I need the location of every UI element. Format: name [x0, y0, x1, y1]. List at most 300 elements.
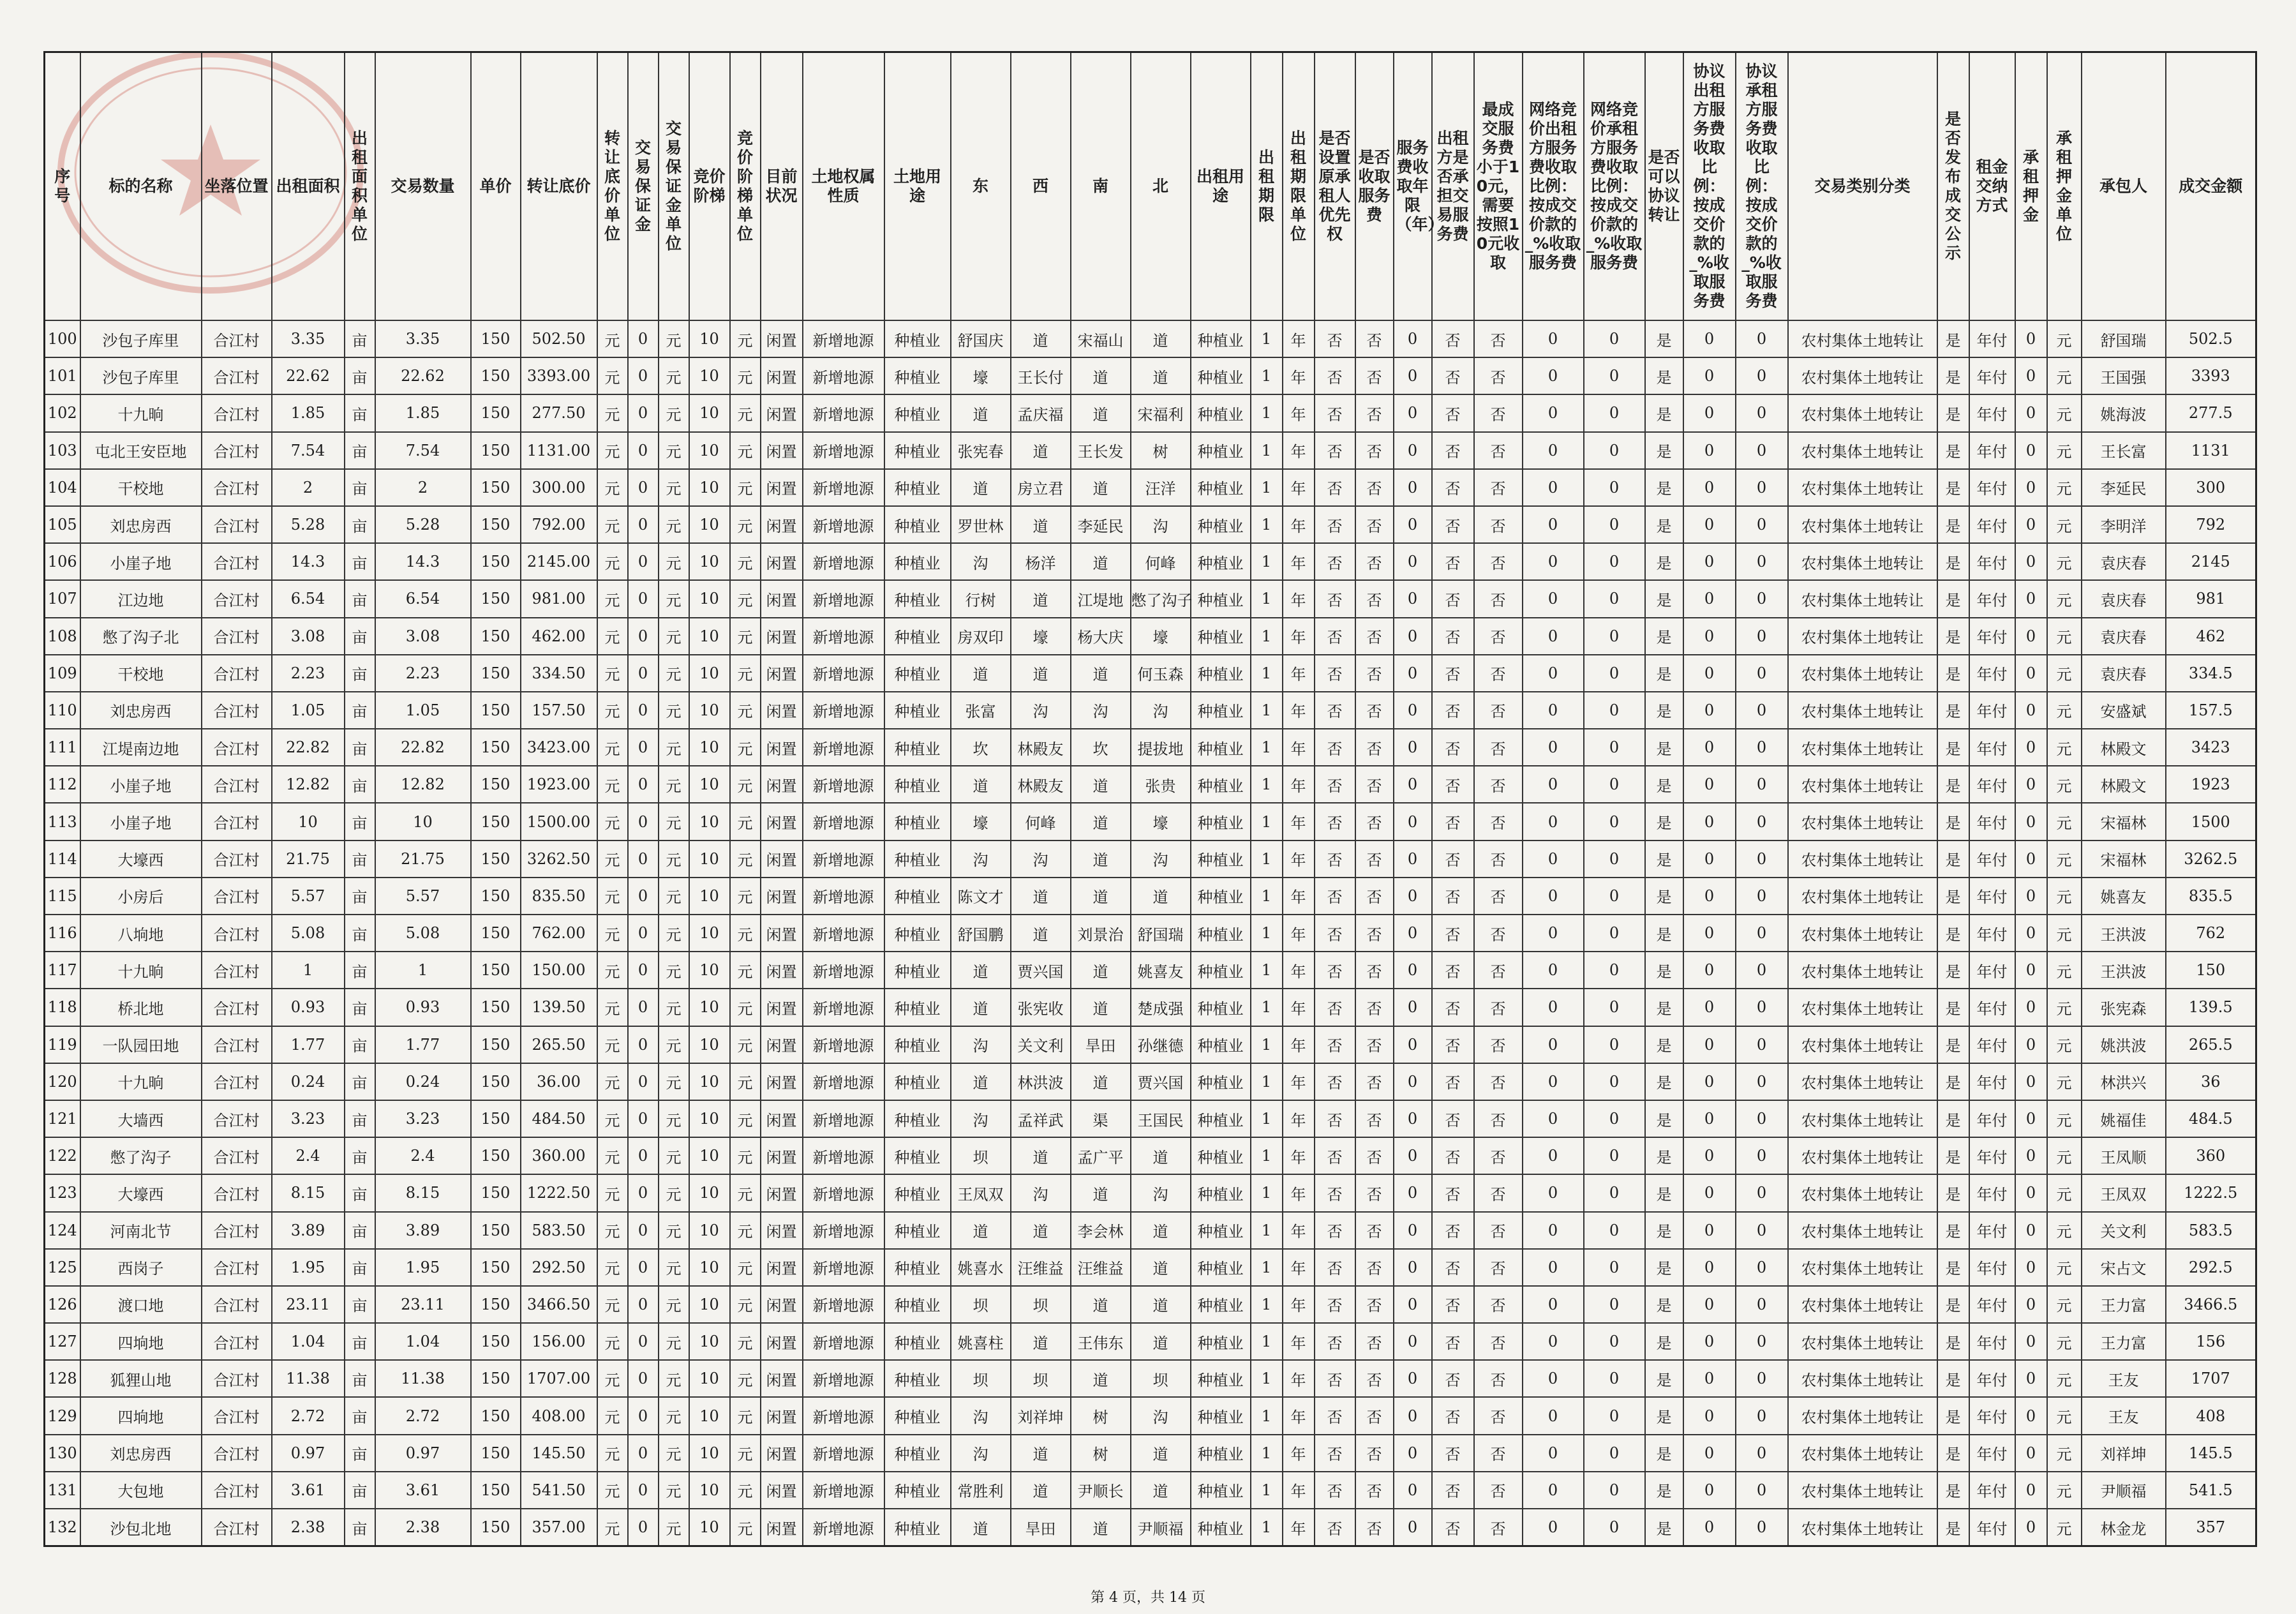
- table-cell: 种植业: [884, 1360, 951, 1397]
- table-cell: 闲置: [761, 394, 803, 431]
- table-cell: 1: [375, 952, 471, 989]
- table-cell: 0: [1683, 1397, 1736, 1434]
- table-cell: 105: [45, 506, 80, 543]
- table-cell: 新增地源: [803, 952, 884, 989]
- table-cell: 闲置: [761, 655, 803, 692]
- column-header: 协议承租方服务费收取比例：按成交价款的_%收取服务费: [1736, 52, 1788, 321]
- table-cell: 是: [1937, 1212, 1969, 1249]
- table-cell: 3.23: [272, 1100, 345, 1137]
- table-cell: 0.93: [272, 989, 345, 1026]
- table-cell: 0: [628, 1026, 659, 1063]
- table-cell: 0: [1394, 766, 1432, 803]
- table-cell: 0: [1736, 803, 1788, 840]
- table-cell: 0: [1584, 506, 1645, 543]
- table-cell: 种植业: [1191, 580, 1251, 617]
- table-cell: 否: [1315, 1063, 1355, 1100]
- table-cell: 新增地源: [803, 1286, 884, 1323]
- table-cell: 壕: [951, 357, 1011, 394]
- table-cell: 0: [628, 543, 659, 580]
- table-cell: 否: [1432, 1063, 1474, 1100]
- table-cell: 闲置: [761, 1323, 803, 1360]
- table-cell: 否: [1355, 1509, 1394, 1546]
- table-cell: 刘景治: [1071, 915, 1131, 952]
- table-cell: 元: [659, 915, 689, 952]
- table-cell: 0: [2015, 803, 2047, 840]
- table-cell: 0: [1584, 803, 1645, 840]
- table-cell: 否: [1432, 1174, 1474, 1211]
- table-cell: 沟: [951, 1100, 1011, 1137]
- table-cell: 元: [659, 1100, 689, 1137]
- table-cell: 农村集体土地转让: [1788, 1360, 1937, 1397]
- table-cell: 0: [1736, 692, 1788, 729]
- table-cell: 元: [2047, 655, 2082, 692]
- table-cell: 元: [730, 952, 761, 989]
- table-cell: 否: [1355, 580, 1394, 617]
- table-cell: 农村集体土地转让: [1788, 729, 1937, 766]
- table-cell: 是: [1937, 320, 1969, 357]
- table-cell: 闲置: [761, 1397, 803, 1434]
- table-cell: 是: [1937, 841, 1969, 878]
- table-cell: 0: [1736, 766, 1788, 803]
- table-cell: 沟: [951, 841, 1011, 878]
- table-cell: 元: [730, 1174, 761, 1211]
- table-cell: 否: [1315, 692, 1355, 729]
- table-cell: 合江村: [202, 729, 272, 766]
- table-cell: 0: [628, 394, 659, 431]
- table-cell: 种植业: [1191, 989, 1251, 1026]
- table-cell: 否: [1474, 766, 1523, 803]
- table-cell: 道: [1011, 1323, 1071, 1360]
- table-cell: 是: [1937, 1026, 1969, 1063]
- table-cell: 亩: [345, 432, 375, 469]
- table-cell: 0: [628, 320, 659, 357]
- table-cell: 否: [1432, 432, 1474, 469]
- table-cell: 亩: [345, 1509, 375, 1546]
- table-cell: 0: [2015, 1323, 2047, 1360]
- table-cell: 否: [1355, 655, 1394, 692]
- table-cell: 沟: [1011, 1174, 1071, 1211]
- table-cell: 2.38: [272, 1509, 345, 1546]
- table-cell: 亩: [345, 543, 375, 580]
- table-cell: 否: [1432, 543, 1474, 580]
- table-cell: 刘忠房西: [80, 506, 202, 543]
- table-cell: 坝: [1131, 1360, 1191, 1397]
- table-cell: 0: [628, 1100, 659, 1137]
- table-cell: 种植业: [1191, 1397, 1251, 1434]
- table-cell: 道: [1071, 878, 1131, 915]
- table-cell: 是: [1645, 803, 1683, 840]
- table-cell: 道: [951, 1212, 1011, 1249]
- table-cell: 1.77: [272, 1026, 345, 1063]
- table-cell: 1: [1251, 766, 1283, 803]
- land-transfer-table: [43, 51, 2257, 1547]
- table-cell: 0: [1523, 1509, 1584, 1546]
- table-cell: 0: [1736, 432, 1788, 469]
- table-cell: 壕: [1131, 618, 1191, 655]
- table-cell: 道: [1011, 1435, 1071, 1472]
- table-cell: 沟: [1131, 692, 1191, 729]
- table-cell: 坝: [1011, 1360, 1071, 1397]
- table-cell: 道: [1071, 841, 1131, 878]
- table-cell: 元: [597, 1286, 628, 1323]
- table-cell: 0: [1394, 543, 1432, 580]
- table-cell: 元: [730, 1397, 761, 1434]
- table-cell: 100: [45, 320, 80, 357]
- table-cell: 合江村: [202, 394, 272, 431]
- table-cell: 0: [1584, 1286, 1645, 1323]
- table-cell: 否: [1432, 1509, 1474, 1546]
- table-cell: 1.85: [375, 394, 471, 431]
- table-cell: 元: [730, 1472, 761, 1509]
- table-cell: 年: [1283, 989, 1315, 1026]
- table-cell: 沟: [951, 543, 1011, 580]
- table-cell: 闲置: [761, 1063, 803, 1100]
- column-header: 标的名称: [80, 52, 202, 321]
- table-cell: 元: [2047, 803, 2082, 840]
- table-cell: 否: [1432, 1026, 1474, 1063]
- table-cell: 0: [1736, 1100, 1788, 1137]
- table-cell: 闲置: [761, 915, 803, 952]
- table-cell: 元: [2047, 1323, 2082, 1360]
- table-cell: 合江村: [202, 1323, 272, 1360]
- table-cell: 是: [1937, 357, 1969, 394]
- table-cell: 农村集体土地转让: [1788, 878, 1937, 915]
- table-cell: 种植业: [884, 432, 951, 469]
- table-cell: 亩: [345, 766, 375, 803]
- table-cell: 年付: [1969, 1397, 2015, 1434]
- table-cell: 年付: [1969, 989, 2015, 1026]
- table-cell: 300.00: [521, 469, 597, 506]
- table-cell: 种植业: [884, 543, 951, 580]
- table-row: [45, 1286, 2256, 1323]
- table-cell: 否: [1315, 580, 1355, 617]
- table-cell: 0: [1394, 1397, 1432, 1434]
- table-cell: 元: [659, 766, 689, 803]
- table-cell: 0: [1523, 1174, 1584, 1211]
- table-cell: 元: [597, 1100, 628, 1137]
- table-cell: 113: [45, 803, 80, 840]
- table-cell: 亩: [345, 803, 375, 840]
- table-cell: 23.11: [375, 1286, 471, 1323]
- table-cell: 300: [2166, 469, 2256, 506]
- table-cell: 否: [1474, 1063, 1523, 1100]
- table-cell: 种植业: [1191, 1360, 1251, 1397]
- table-cell: 元: [730, 1323, 761, 1360]
- table-cell: 0: [1683, 803, 1736, 840]
- table-cell: 是: [1937, 766, 1969, 803]
- table-cell: 道: [1071, 1286, 1131, 1323]
- table-cell: 李延民: [2082, 469, 2166, 506]
- table-cell: 7.54: [272, 432, 345, 469]
- table-cell: 元: [2047, 469, 2082, 506]
- table-cell: 元: [2047, 766, 2082, 803]
- column-header: 出租面积单位: [345, 52, 375, 321]
- table-cell: 道: [1011, 506, 1071, 543]
- table-cell: 1.95: [272, 1249, 345, 1286]
- table-row: [45, 618, 2256, 655]
- table-cell: 0: [1523, 1137, 1584, 1174]
- table-cell: 1: [1251, 1100, 1283, 1137]
- table-cell: 10: [689, 506, 730, 543]
- table-cell: 0: [2015, 1286, 2047, 1323]
- table-cell: 150: [471, 878, 521, 915]
- table-cell: 0: [1736, 1249, 1788, 1286]
- table-cell: 合江村: [202, 1174, 272, 1211]
- table-cell: 14.3: [375, 543, 471, 580]
- table-row: [45, 1100, 2256, 1137]
- table-cell: 年付: [1969, 952, 2015, 989]
- table-cell: 元: [2047, 543, 2082, 580]
- table-cell: 0: [1523, 766, 1584, 803]
- table-cell: 元: [2047, 878, 2082, 915]
- table-cell: 0: [1683, 1286, 1736, 1323]
- table-cell: 792: [2166, 506, 2256, 543]
- table-cell: 0: [1394, 1137, 1432, 1174]
- table-cell: 年付: [1969, 692, 2015, 729]
- table-cell: 亩: [345, 655, 375, 692]
- table-cell: 否: [1355, 915, 1394, 952]
- table-cell: 0: [1394, 841, 1432, 878]
- table-cell: 否: [1474, 989, 1523, 1026]
- table-cell: 0: [1394, 1286, 1432, 1323]
- table-cell: 李会林: [1071, 1212, 1131, 1249]
- table-cell: 罗世林: [951, 506, 1011, 543]
- table-cell: 是: [1645, 952, 1683, 989]
- table-cell: 22.62: [272, 357, 345, 394]
- table-cell: 0: [1736, 469, 1788, 506]
- table-cell: 0: [1394, 1212, 1432, 1249]
- table-cell: 0: [1683, 766, 1736, 803]
- table-cell: 1: [1251, 580, 1283, 617]
- table-cell: 亩: [345, 357, 375, 394]
- table-cell: 元: [597, 841, 628, 878]
- table-cell: 年付: [1969, 1249, 2015, 1286]
- table-cell: 亩: [345, 1286, 375, 1323]
- table-cell: 0: [628, 766, 659, 803]
- table-cell: 10: [689, 469, 730, 506]
- table-cell: 否: [1315, 841, 1355, 878]
- table-cell: 0: [1394, 989, 1432, 1026]
- table-cell: 闲置: [761, 357, 803, 394]
- table-cell: 3.23: [375, 1100, 471, 1137]
- table-cell: 闲置: [761, 1249, 803, 1286]
- table-cell: 是: [1645, 357, 1683, 394]
- table-cell: 元: [730, 1026, 761, 1063]
- table-cell: 0: [2015, 469, 2047, 506]
- table-cell: 462.00: [521, 618, 597, 655]
- table-cell: 孟祥武: [1011, 1100, 1071, 1137]
- table-cell: 0: [628, 1063, 659, 1100]
- table-cell: 常胜利: [951, 1472, 1011, 1509]
- table-cell: 1: [1251, 841, 1283, 878]
- column-header: 土地权属性质: [803, 52, 884, 321]
- table-cell: 年付: [1969, 1435, 2015, 1472]
- table-cell: 是: [1937, 915, 1969, 952]
- table-cell: 1: [1251, 1212, 1283, 1249]
- table-cell: 种植业: [1191, 1137, 1251, 1174]
- table-cell: 0: [628, 878, 659, 915]
- table-cell: 新增地源: [803, 1509, 884, 1546]
- table-cell: 否: [1432, 320, 1474, 357]
- table-cell: 李延民: [1071, 506, 1131, 543]
- table-cell: 亩: [345, 1026, 375, 1063]
- table-cell: 1: [1251, 952, 1283, 989]
- table-cell: 亩: [345, 692, 375, 729]
- table-cell: 年: [1283, 915, 1315, 952]
- table-cell: 元: [730, 878, 761, 915]
- table-cell: 元: [597, 878, 628, 915]
- table-cell: 否: [1432, 803, 1474, 840]
- table-cell: 0: [1683, 1509, 1736, 1546]
- table-cell: 坝: [951, 1360, 1011, 1397]
- table-cell: 0: [1683, 1249, 1736, 1286]
- table-cell: 是: [1645, 1100, 1683, 1137]
- table-cell: 否: [1355, 841, 1394, 878]
- table-cell: 年: [1283, 1509, 1315, 1546]
- table-cell: 1131.00: [521, 432, 597, 469]
- table-cell: 是: [1645, 766, 1683, 803]
- table-cell: 元: [659, 1360, 689, 1397]
- table-cell: 10: [689, 1063, 730, 1100]
- table-cell: 150: [471, 1249, 521, 1286]
- table-cell: 14.3: [272, 543, 345, 580]
- table-cell: 沟: [1131, 1397, 1191, 1434]
- table-cell: 元: [2047, 1137, 2082, 1174]
- table-cell: 否: [1355, 1472, 1394, 1509]
- table-cell: 0: [1683, 1063, 1736, 1100]
- table-cell: 0: [1584, 618, 1645, 655]
- table-cell: 亩: [345, 1435, 375, 1472]
- table-cell: 闲置: [761, 320, 803, 357]
- table-cell: 年: [1283, 1249, 1315, 1286]
- table-cell: 种植业: [1191, 1472, 1251, 1509]
- table-cell: 2: [375, 469, 471, 506]
- table-cell: 元: [2047, 1397, 2082, 1434]
- table-cell: 否: [1432, 357, 1474, 394]
- table-cell: 姚海波: [2082, 394, 2166, 431]
- table-cell: 种植业: [884, 1063, 951, 1100]
- table-cell: 种植业: [1191, 1286, 1251, 1323]
- table-cell: 6.54: [375, 580, 471, 617]
- table-cell: 年: [1283, 357, 1315, 394]
- table-cell: 舒国庆: [951, 320, 1011, 357]
- table-cell: 102: [45, 394, 80, 431]
- table-cell: 0: [1523, 989, 1584, 1026]
- table-cell: 8.15: [272, 1174, 345, 1211]
- table-cell: 沙包子库里: [80, 320, 202, 357]
- table-cell: 元: [659, 543, 689, 580]
- table-cell: 张贵: [1131, 766, 1191, 803]
- table-cell: 农村集体土地转让: [1788, 1397, 1937, 1434]
- table-cell: 150: [471, 1360, 521, 1397]
- table-cell: 提拔地: [1131, 729, 1191, 766]
- table-cell: 否: [1474, 506, 1523, 543]
- table-cell: 0: [1584, 432, 1645, 469]
- table-cell: 0: [1523, 357, 1584, 394]
- table-cell: 种植业: [1191, 394, 1251, 431]
- table-cell: 2.38: [375, 1509, 471, 1546]
- table-cell: 0: [1683, 506, 1736, 543]
- table-cell: 房双印: [951, 618, 1011, 655]
- table-cell: 3466.50: [521, 1286, 597, 1323]
- table-cell: 大包地: [80, 1472, 202, 1509]
- table-cell: 憋了沟子: [80, 1137, 202, 1174]
- table-cell: 元: [2047, 1435, 2082, 1472]
- table-cell: 0: [1736, 1137, 1788, 1174]
- table-cell: 元: [597, 952, 628, 989]
- table-cell: 元: [2047, 1174, 2082, 1211]
- table-cell: 103: [45, 432, 80, 469]
- table-cell: 年: [1283, 1286, 1315, 1323]
- table-cell: 合江村: [202, 1397, 272, 1434]
- table-row: [45, 469, 2256, 506]
- table-cell: 23.11: [272, 1286, 345, 1323]
- table-row: [45, 432, 2256, 469]
- table-cell: 年付: [1969, 878, 2015, 915]
- table-cell: 种植业: [884, 655, 951, 692]
- table-cell: 新增地源: [803, 469, 884, 506]
- table-cell: 0: [1394, 692, 1432, 729]
- table-cell: 种植业: [1191, 952, 1251, 989]
- table-cell: 否: [1355, 1249, 1394, 1286]
- table-cell: 年付: [1969, 1100, 2015, 1137]
- table-cell: 0: [1584, 878, 1645, 915]
- table-cell: 0: [1394, 618, 1432, 655]
- table-row: [45, 766, 2256, 803]
- table-cell: 0: [1736, 1472, 1788, 1509]
- table-cell: 元: [597, 766, 628, 803]
- table-row: [45, 989, 2256, 1026]
- table-cell: 道: [1131, 1137, 1191, 1174]
- table-cell: 0: [2015, 618, 2047, 655]
- table-cell: 0: [1683, 1212, 1736, 1249]
- table-cell: 0: [2015, 1212, 2047, 1249]
- table-cell: 元: [2047, 394, 2082, 431]
- table-cell: 闲置: [761, 692, 803, 729]
- table-cell: 0: [628, 506, 659, 543]
- table-cell: 种植业: [884, 618, 951, 655]
- table-cell: 种植业: [884, 1212, 951, 1249]
- table-cell: 0: [628, 952, 659, 989]
- table-cell: 壕: [1011, 618, 1071, 655]
- table-cell: 江堤南边地: [80, 729, 202, 766]
- table-cell: 否: [1474, 1212, 1523, 1249]
- table-cell: 150: [471, 803, 521, 840]
- table-cell: 闲置: [761, 1137, 803, 1174]
- table-cell: 新增地源: [803, 803, 884, 840]
- table-cell: 闲置: [761, 1509, 803, 1546]
- table-cell: 1: [1251, 469, 1283, 506]
- table-cell: 是: [1937, 1063, 1969, 1100]
- table-cell: 0: [1523, 1360, 1584, 1397]
- table-cell: 121: [45, 1100, 80, 1137]
- table-cell: 农村集体土地转让: [1788, 580, 1937, 617]
- table-row: [45, 1137, 2256, 1174]
- table-cell: 否: [1355, 469, 1394, 506]
- table-cell: 元: [730, 1100, 761, 1137]
- table-cell: 是: [1937, 1100, 1969, 1137]
- table-cell: 0: [2015, 320, 2047, 357]
- table-cell: 否: [1432, 1397, 1474, 1434]
- table-cell: 否: [1474, 1249, 1523, 1286]
- table-cell: 0: [1523, 878, 1584, 915]
- table-cell: 否: [1474, 1100, 1523, 1137]
- table-cell: 年: [1283, 543, 1315, 580]
- table-cell: 道: [1011, 580, 1071, 617]
- table-cell: 张富: [951, 692, 1011, 729]
- table-cell: 年付: [1969, 915, 2015, 952]
- table-cell: 否: [1474, 1137, 1523, 1174]
